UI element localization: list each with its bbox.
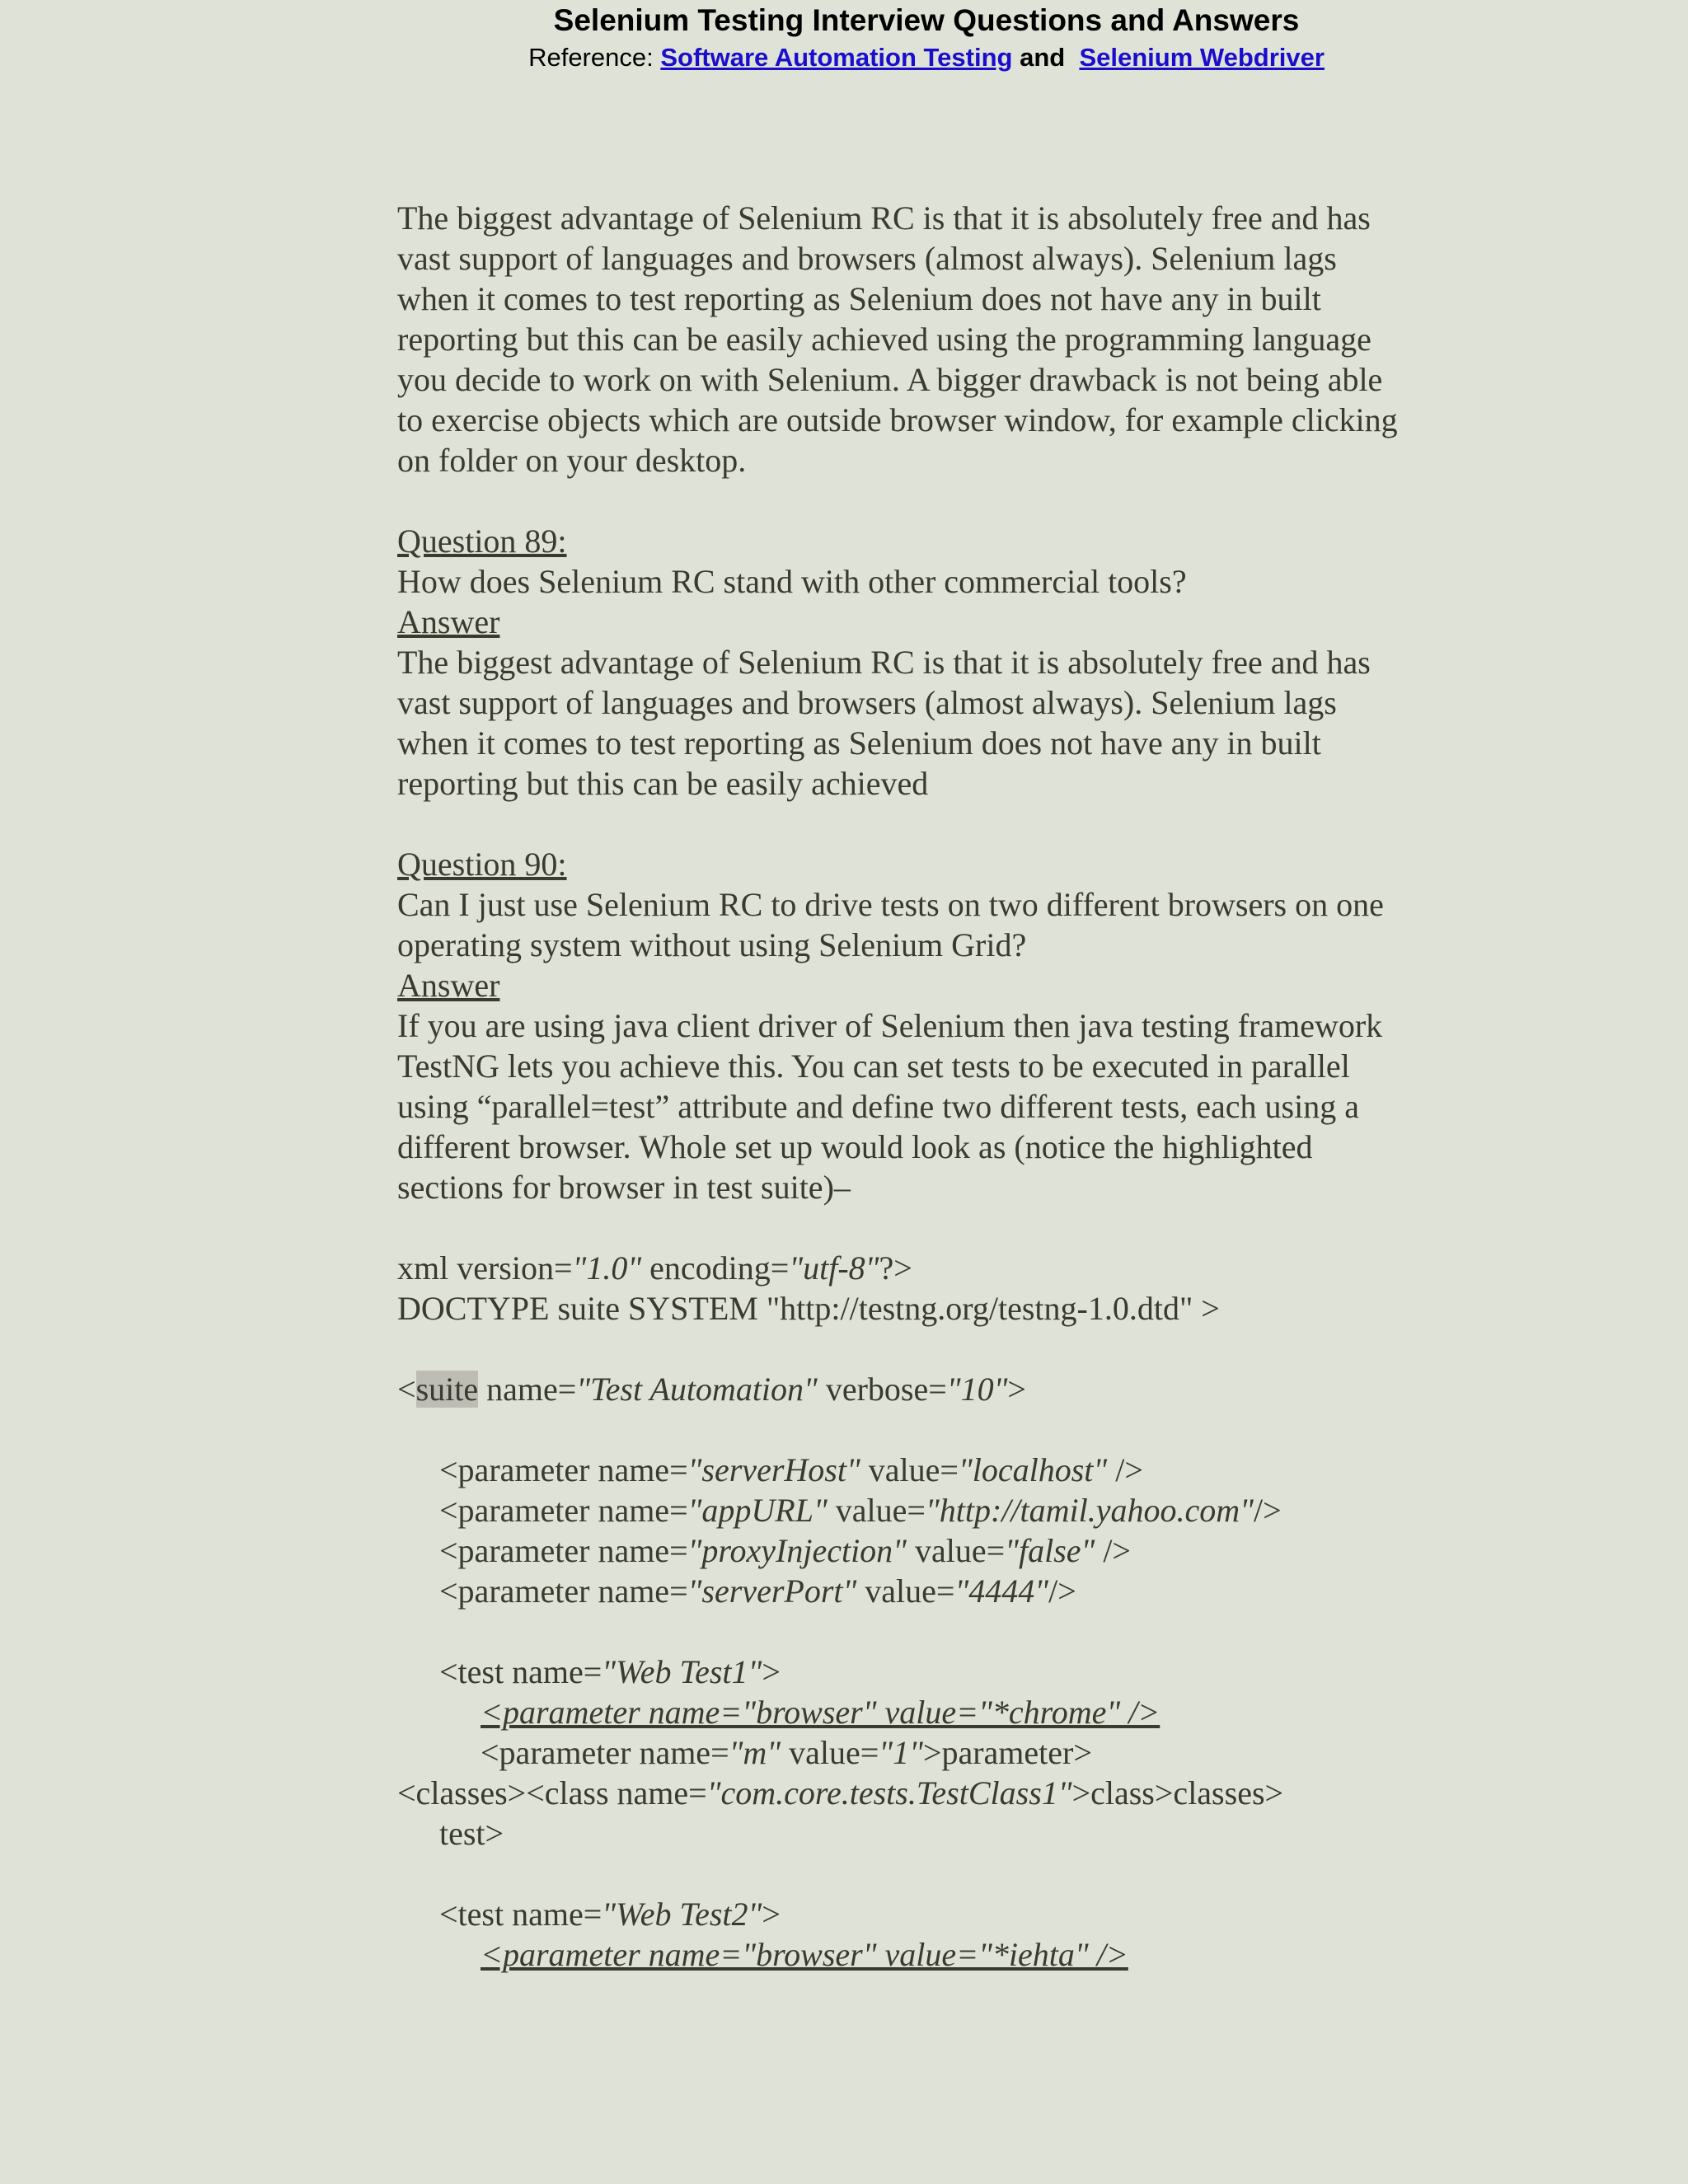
test1-browser-param: <parameter name="browser" value="*chrome" /> [481, 1694, 1160, 1731]
code-sample [397, 1248, 1485, 1975]
software-automation-testing-link[interactable]: Software Automation Testing [660, 43, 1013, 72]
question-90 [397, 844, 1485, 1207]
text-line: vast support of languages and browsers (almost always). Selenium lags [397, 240, 1337, 277]
question-text: How does Selenium RC stand with other commercial tools? [397, 563, 1187, 600]
suite-open-line: <suite name="Test Automation" verbose="10"> [397, 1371, 1026, 1408]
question-label: Question 90: [397, 846, 567, 883]
parameter-line: <parameter name="serverPort" value="4444"/> [439, 1572, 1076, 1610]
answer-line: If you are using java client driver of Selenium then java testing framework [397, 1007, 1383, 1044]
highlighted-suite: suite [415, 1371, 479, 1408]
text-line: on folder on your desktop. [397, 442, 747, 479]
reference-and: and [1020, 43, 1066, 72]
answer-line: sections for browser in test suite)– [397, 1169, 851, 1206]
selenium-webdriver-link[interactable]: Selenium Webdriver [1079, 43, 1325, 72]
test1-open-line: <test name="Web Test1"> [439, 1653, 781, 1690]
answer-line: TestNG lets you achieve this. You can set tests to be executed in parallel [397, 1047, 1350, 1085]
answer-line: vast support of languages and browsers (almost always). Selenium lags [397, 684, 1337, 721]
text-line: The biggest advantage of Selenium RC is that it is absolutely free and has [397, 199, 1371, 237]
text-line: you decide to work on with Selenium. A bigger drawback is not being able [397, 361, 1383, 398]
test2-open-line: <test name="Web Test2"> [439, 1896, 781, 1933]
parameter-line: <parameter name="proxyInjection" value="false" /> [439, 1532, 1131, 1569]
question-89 [397, 521, 1485, 804]
question-text: operating system without using Selenium Grid? [397, 926, 1027, 963]
answer-line: The biggest advantage of Selenium RC is that it is absolutely free and has [397, 644, 1371, 681]
answer-line: using “parallel=test” attribute and define two different tests, each using a [397, 1088, 1359, 1125]
test1-m-param: <parameter name="m" value="1">parameter> [481, 1734, 1092, 1771]
document-body [397, 198, 1485, 1975]
test-close-line: test> [439, 1815, 504, 1852]
document-title: Selenium Testing Interview Questions and Answers [553, 3, 1300, 37]
question-text: Can I just use Selenium RC to drive tests on two different browsers on one [397, 886, 1384, 923]
answer-label: Answer [397, 603, 500, 640]
text-line: to exercise objects which are outside browser window, for example clicking [397, 401, 1398, 438]
test2-browser-param: <parameter name="browser" value="*iehta" /> [481, 1936, 1128, 1973]
classes-line: <classes><class name="com.core.tests.TestClass1">class>classes> [397, 1774, 1284, 1811]
parameter-line: <parameter name="appURL" value="http://tamil.yahoo.com"/> [439, 1492, 1282, 1529]
xml-declaration: xml version="1.0" encoding="utf-8"?> [397, 1249, 912, 1286]
reference-line [0, 40, 1688, 76]
answer-label: Answer [397, 967, 500, 1004]
answer-line: when it comes to test reporting as Selenium does not have any in built [397, 724, 1321, 762]
intro-paragraph [397, 198, 1485, 480]
parameter-line: <parameter name="serverHost" value="localhost" /> [439, 1451, 1143, 1488]
question-label: Question 89: [397, 523, 567, 560]
answer-line: different browser. Whole set up would look as (notice the highlighted [397, 1128, 1313, 1165]
doctype-line: DOCTYPE suite SYSTEM "http://testng.org/testng-1.0.dtd" > [397, 1290, 1220, 1327]
reference-label: Reference: [528, 43, 661, 72]
answer-line: reporting but this can be easily achieved [397, 765, 929, 802]
text-line: when it comes to test reporting as Selenium does not have any in built [397, 280, 1321, 317]
text-line: reporting but this can be easily achieved using the programming language [397, 321, 1372, 358]
